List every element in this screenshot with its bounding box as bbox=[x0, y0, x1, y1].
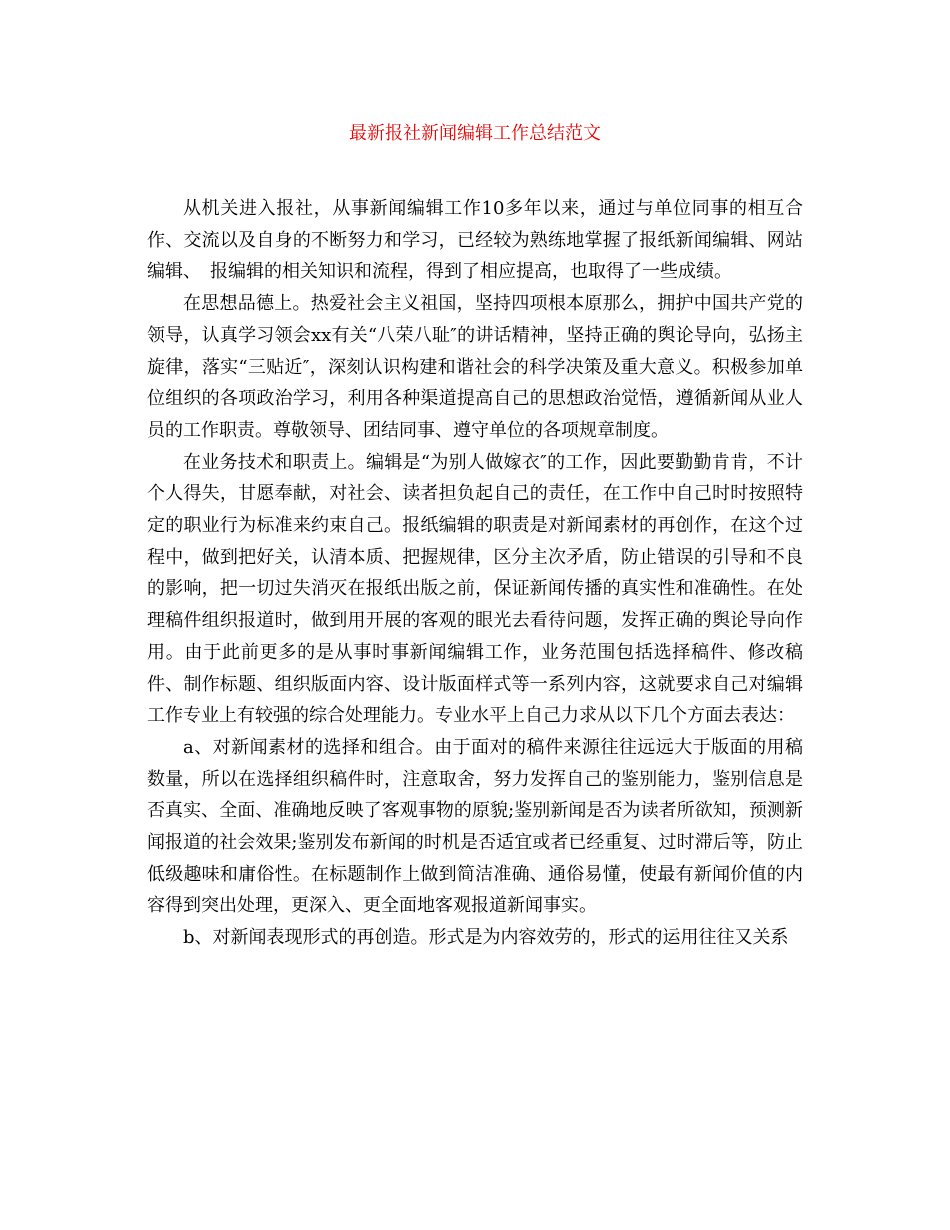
document-body bbox=[147, 193, 803, 954]
paragraph: a、对新闻素材的选择和组合。由于面对的稿件来源往往远远大于版面的用稿数量，所以在选择组织稿件时，注意取舍，努力发挥自己的鉴别能力，鉴别信息是否真实、全面、准确地反映了客观事物的原貌;鉴别新闻是否为读者所欲知，预测新闻报道的社会效果;鉴别发布新闻的时机是否适宜或者已经重复、过时滞后等，防止低级趣味和庸俗性。在标题制作上做到简洁准确、通俗易懂，使最有新闻价值的内容得到突出处理，更深入、更全面地客观报道新闻事实。 bbox=[147, 736, 803, 917]
paragraph: b、对新闻表现形式的再创造。形式是为内容效劳的，形式的运用往往又关系 bbox=[183, 927, 789, 949]
paragraph: 在思想品德上。热爱社会主义祖国，坚持四项根本原那么，拥护中国共产党的领导，认真学习领会xx有关“八荣八耻″的讲话精神，坚持正确的舆论导向，弘扬主旋律，落实“三贴近″，深刻认识构建和谐社会的科学决策及重大意义。积极参加单位组织的各项政治学习，利用各种渠道提高自己的思想政治觉悟，遵循新闻从业人员的工作职责。尊敬领导、团结同事、遵守单位的各项规章制度。 bbox=[147, 293, 803, 441]
paragraph: 从机关进入报社，从事新闻编辑工作10多年以来，通过与单位同事的相互合作、交流以及自身的不断努力和学习，已经较为熟练地掌握了报纸新闻编辑、网站编辑、 报编辑的相关知识和流程，得到了相应提高，也取得了一些成绩。 bbox=[147, 198, 803, 283]
paragraph: 在业务技术和职责上。编辑是“为别人做嫁衣″的工作，因此要勤勤肯肯，不计个人得失，甘愿奉献，对社会、读者担负起自己的责任，在工作中自己时时按照特定的职业行为标准来约束自己。报纸编辑的职责是对新闻素材的再创作，在这个过程中，做到把好关，认清本质、把握规律，区分主次矛盾，防止错误的引导和不良的影响，把一切过失消灭在报纸出版之前，保证新闻传播的真实性和准确性。在处理稿件组织报道时，做到用开展的客观的眼光去看待问题，发挥正确的舆论导向作用。由于此前更多的是从事时事新闻编辑工作，业务范围包括选择稿件、修改稿件、制作标题、组织版面内容、设计版面样式等一系列内容，这就要求自己对编辑工作专业上有较强的综合处理能力。专业水平上自己力求从以下几个方面去表达： bbox=[147, 451, 803, 727]
document-title: 最新报社新闻编辑工作总结范文 bbox=[349, 123, 601, 144]
